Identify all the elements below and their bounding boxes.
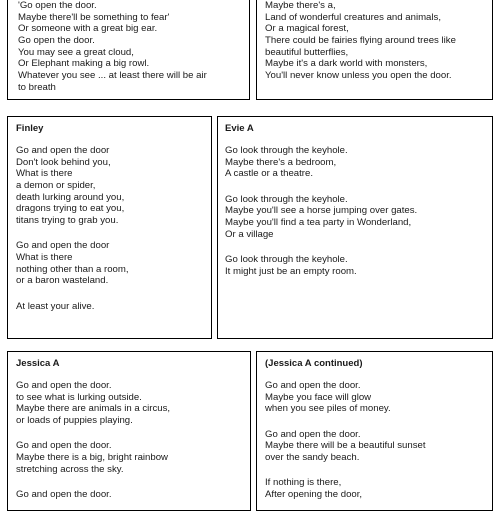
stanza-gap xyxy=(225,180,492,194)
poem-line: Or a magical forest, xyxy=(265,23,349,35)
poem-line: Go and open the door. xyxy=(16,440,112,452)
poem-line: titans trying to grab you. xyxy=(16,215,119,227)
poem-line: Go look through the keyhole. xyxy=(225,253,348,265)
poem-line: or a baron wasteland. xyxy=(16,275,109,287)
poem-line: stretching across the sky. xyxy=(16,463,124,475)
poem-line: Maybe you face will glow xyxy=(265,391,372,403)
poem-line: a demon or spider, xyxy=(16,180,96,192)
poem-line: to breath xyxy=(18,81,56,93)
poem-box-top-right xyxy=(256,0,493,100)
poem-lines xyxy=(265,380,492,501)
poem-box-top-left xyxy=(7,0,250,100)
poem-author-title: Finley xyxy=(16,123,44,134)
poem-line: Go and open the door. xyxy=(265,380,361,391)
poem-box-evie xyxy=(217,116,493,339)
poem-line: dragons trying to eat you, xyxy=(16,203,125,215)
poem-author-title: Evie A xyxy=(225,123,254,134)
poem-line: You may see a great cloud, xyxy=(18,46,134,58)
poem-line: Go open the door. xyxy=(18,35,95,47)
poem-line: Maybe there are animals in a circus, xyxy=(16,403,171,415)
poem-line: Go look through the keyhole. xyxy=(225,145,348,156)
poem-author-title: Jessica A xyxy=(16,358,60,369)
poem-line: You'll never know unless you open the door. xyxy=(265,70,452,82)
poem-line: death lurking around you, xyxy=(16,191,125,203)
poem-line: when you see piles of money. xyxy=(265,403,391,415)
poem-line: Whatever you see ... at least there will be air xyxy=(18,70,207,82)
poem-line: Go and open the door xyxy=(16,145,110,156)
poem-line: Maybe you'll find a tea party in Wonderland, xyxy=(225,216,412,228)
poem-line: Maybe there's a, xyxy=(265,0,336,11)
poem-line: Don't look behind you, xyxy=(16,156,111,168)
poem-line: beautiful butterflies, xyxy=(265,46,349,58)
poem-line: over the sandy beach. xyxy=(265,451,360,463)
poem-author-title: (Jessica A continued) xyxy=(265,358,363,369)
poem-line: There could be fairies flying around trees like xyxy=(265,35,456,47)
poem-line: A castle or a theatre. xyxy=(225,168,313,180)
poem-line: After opening the door, xyxy=(265,488,363,500)
poem-lines xyxy=(16,145,211,312)
stanza-gap xyxy=(16,287,211,301)
poem-line: Or Elephant making a big rowl. xyxy=(18,58,150,70)
poem-box-finley xyxy=(7,116,212,339)
poem-line: Land of wonderful creatures and animals, xyxy=(265,11,441,23)
poem-lines xyxy=(265,0,492,82)
poem-line: or loads of puppies playing. xyxy=(16,415,133,427)
poem-lines xyxy=(18,0,249,94)
poem-box-jessica xyxy=(7,351,251,511)
poem-line: Maybe you'll see a horse jumping over gates. xyxy=(225,205,418,217)
poem-line: At least your alive. xyxy=(16,300,95,312)
poem-line: Maybe there'll be something to fear' xyxy=(18,11,170,23)
poem-line: Or a village xyxy=(225,228,274,240)
poem-lines xyxy=(225,145,492,277)
poem-line: Maybe there is a big, bright rainbow xyxy=(16,451,168,463)
poem-line: 'Go open the door. xyxy=(18,0,97,11)
poem-line: Maybe there's a bedroom, xyxy=(225,156,337,168)
poem-line: What is there xyxy=(16,168,73,180)
poem-line: Go and open the door xyxy=(16,240,110,252)
poem-line: Go look through the keyhole. xyxy=(225,193,348,205)
poem-line: If nothing is there, xyxy=(265,477,342,489)
stanza-gap xyxy=(16,227,211,241)
stanza-gap xyxy=(16,475,250,489)
stanza-gap xyxy=(265,464,492,478)
poem-line: Maybe it's a dark world with monsters, xyxy=(265,58,428,70)
poem-line: Or someone with a great big ear. xyxy=(18,23,158,35)
poem-line: What is there xyxy=(16,252,73,263)
poem-line: nothing other than a room, xyxy=(16,263,129,275)
poem-line: Go and open the door. xyxy=(16,488,112,500)
poem-box-jessica-continued xyxy=(256,351,493,511)
stanza-gap xyxy=(265,415,492,429)
stanza-gap xyxy=(16,427,250,441)
poem-line: Go and open the door. xyxy=(16,380,112,391)
poem-line: Go and open the door. xyxy=(265,428,361,440)
poem-line: Maybe there will be a beautiful sunset xyxy=(265,440,426,452)
poem-line: It might just be an empty room. xyxy=(225,265,357,277)
poem-lines xyxy=(16,380,250,501)
stanza-gap xyxy=(225,240,492,254)
poem-line: to see what is lurking outside. xyxy=(16,391,142,403)
